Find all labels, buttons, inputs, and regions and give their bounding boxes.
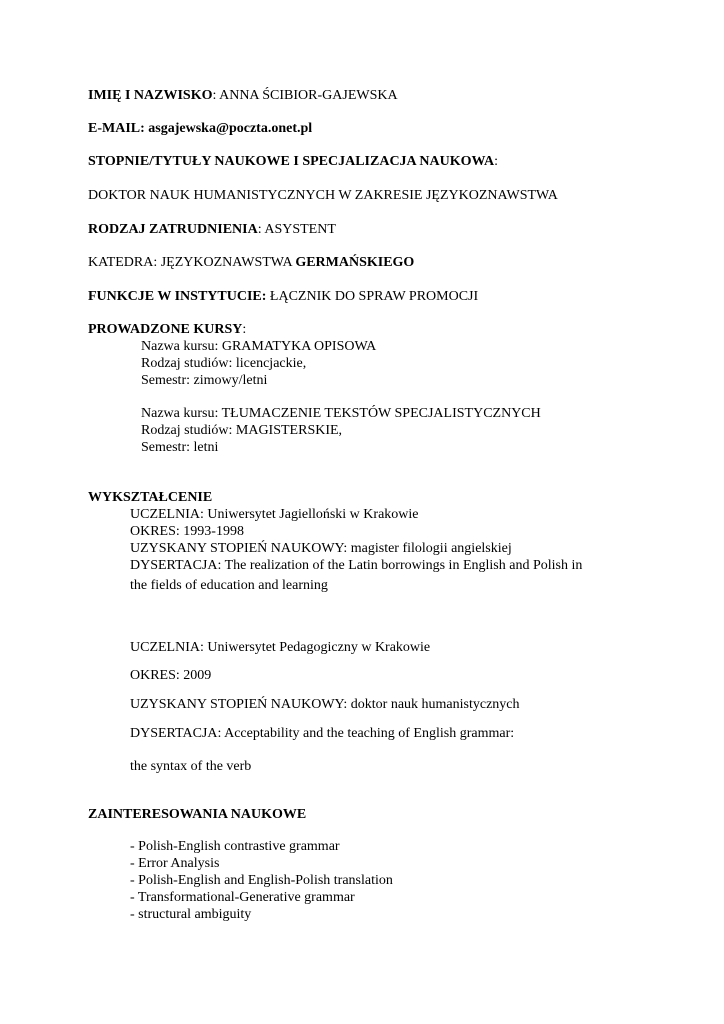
employment-sep: : (257, 222, 265, 237)
course-2-name: Nazwa kursu: TŁUMACZENIE TEKSTÓW SPECJALISTYCZNYCH (141, 406, 541, 421)
name-row (88, 87, 398, 104)
department-row (88, 254, 414, 271)
edu-1-degree: UZYSKANY STOPIEŃ NAUKOWY: magister filologii angielskiej (130, 541, 512, 556)
course-1-semester: Semestr: zimowy/letni (141, 373, 268, 388)
employment-value: ASYSTENT (264, 222, 336, 237)
degrees-row (88, 153, 498, 170)
interests-heading: ZAINTERESOWANIA NAUKOWE (88, 807, 307, 822)
edu-1-university: UCZELNIA: Uniwersytet Jagielloński w Krakowie (130, 507, 419, 522)
name-sep: : (212, 88, 220, 103)
edu-2-university: UCZELNIA: Uniwersytet Pedagogiczny w Krakowie (130, 640, 431, 655)
edu-2-period: OKRES: 2009 (130, 668, 212, 683)
email-row (88, 120, 312, 137)
functions-value: ŁĄCZNIK DO SPRAW PROMOCJI (266, 289, 479, 304)
edu-2-thesis-line1: DYSERTACJA: Acceptability and the teaching of English grammar: (130, 726, 515, 741)
edu-1-thesis-line2: the fields of education and learning (130, 578, 328, 593)
employment-row (88, 221, 336, 238)
degrees-value: DOKTOR NAUK HUMANISTYCZNYCH W ZAKRESIE JĘZYKOZNAWSTWA (88, 188, 558, 203)
course-1-name: Nazwa kursu: GRAMATYKA OPISOWA (141, 339, 377, 354)
department-bold: GERMAŃSKIEGO (295, 255, 415, 270)
edu-1-period: OKRES: 1993-1998 (130, 524, 244, 539)
courses-heading (88, 321, 246, 338)
email-label: E-MAIL: (88, 121, 149, 136)
course-2-semester: Semestr: letni (141, 440, 219, 455)
education-heading: WYKSZTAŁCENIE (88, 490, 213, 505)
courses-label: PROWADZONE KURSY (88, 322, 243, 337)
degrees-label: STOPNIE/TYTUŁY NAUKOWE I SPECJALIZACJA NAUKOWA (88, 154, 495, 169)
interest-item: - Error Analysis (130, 856, 220, 871)
course-2-type: Rodzaj studiów: MAGISTERSKIE, (141, 423, 343, 438)
interest-item: - Transformational-Generative grammar (130, 890, 355, 905)
edu-1-thesis-line1: DYSERTACJA: The realization of the Latin borrowings in English and Polish in (130, 558, 583, 573)
edu-2-thesis-line2: the syntax of the verb (130, 759, 252, 774)
interest-item: - structural ambiguity (130, 907, 252, 922)
course-1-type: Rodzaj studiów: licencjackie, (141, 356, 307, 371)
courses-sep: : (242, 322, 247, 337)
name-label: IMIĘ I NAZWISKO (88, 88, 213, 103)
degrees-sep: : (494, 154, 498, 169)
interest-item: - Polish-English contrastive grammar (130, 839, 340, 854)
name-value: ANNA ŚCIBIOR-GAJEWSKA (219, 88, 398, 103)
functions-label: FUNKCJE W INSTYTUCIE: (88, 289, 267, 304)
functions-row (88, 288, 478, 305)
department-prefix: KATEDRA: JĘZYKOZNAWSTWA (88, 255, 296, 270)
edu-2-degree: UZYSKANY STOPIEŃ NAUKOWY: doktor nauk humanistycznych (130, 697, 520, 712)
email-value: asgajewska@poczta.onet.pl (148, 121, 313, 136)
employment-label: RODZAJ ZATRUDNIENIA (88, 222, 258, 237)
interest-item: - Polish-English and English-Polish translation (130, 873, 393, 888)
